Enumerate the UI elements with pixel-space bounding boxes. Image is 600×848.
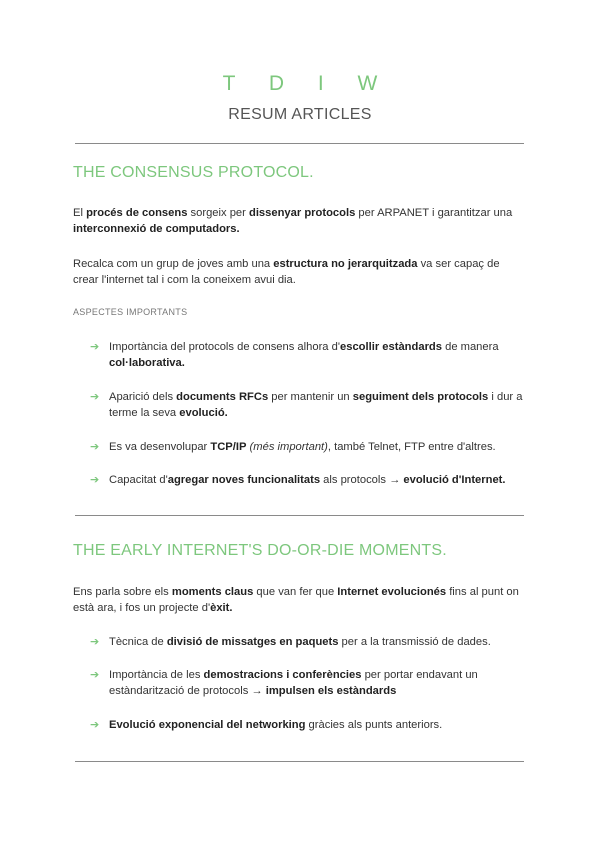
section2-bullet-1: ➔ Tècnica de divisió de missatges en paquets per a la transmissió de dades. (90, 636, 491, 648)
section1-sublabel: ASPECTES IMPORTANTS (73, 307, 188, 317)
divider-middle (75, 515, 524, 516)
divider-bottom (75, 761, 524, 762)
divider-top (75, 143, 524, 144)
section1-bullet-4: ➔ Capacitat d'agregar noves funcionalitats als protocols → evolució d'Internet. (90, 474, 506, 486)
section1-bullet-1: ➔ Importància del protocols de consens alhora d'escollir estàndards de manera col·laborativa. (90, 341, 499, 369)
arrow-right-icon: ➔ (90, 341, 100, 353)
arrow-right-icon: ➔ (90, 669, 100, 681)
arrow-right-icon: ➔ (90, 474, 100, 486)
section2-bullet-3: ➔ Evolució exponencial del networking gràcies als punts anteriors. (90, 719, 443, 731)
section2-paragraph-1: Ens parla sobre els moments claus que van fer que Internet evolucionés fins al punt on està ara, i fos un projecte d'èxit. (73, 586, 519, 614)
header-subtitle: RESUM ARTICLES (228, 106, 372, 123)
arrow-right-icon: ➔ (90, 391, 100, 403)
section1-paragraph-1: El procés de consens sorgeix per dissenyar protocols per ARPANET i garantitzar una interconnexió de computadors. (73, 207, 513, 235)
section2-bullet-2: ➔ Importància de les demostracions i conferències per portar endavant un estàndarització de protocols → impulsen els estàndards (90, 669, 478, 697)
section1-bullet-2: ➔ Aparició dels documents RFCs per mantenir un seguiment dels protocols i dur a terme la seva evolució. (90, 391, 523, 419)
section1-title: THE CONSENSUS PROTOCOL. (73, 164, 314, 181)
arrow-right-icon: ➔ (90, 636, 100, 648)
header-title: T D I W (222, 72, 392, 95)
section1-paragraph-2: Recalca com un grup de joves amb una estructura no jerarquitzada va ser capaç de crear l'internet tal i com la coneixem avui dia. (73, 258, 500, 286)
section2-title: THE EARLY INTERNET'S DO-OR-DIE MOMENTS. (73, 542, 447, 559)
arrow-right-icon: ➔ (90, 719, 100, 731)
section1-bullet-3: ➔ Es va desenvolupar TCP/IP (més important), també Telnet, FTP entre d'altres. (90, 441, 496, 453)
arrow-right-icon: ➔ (90, 441, 100, 453)
